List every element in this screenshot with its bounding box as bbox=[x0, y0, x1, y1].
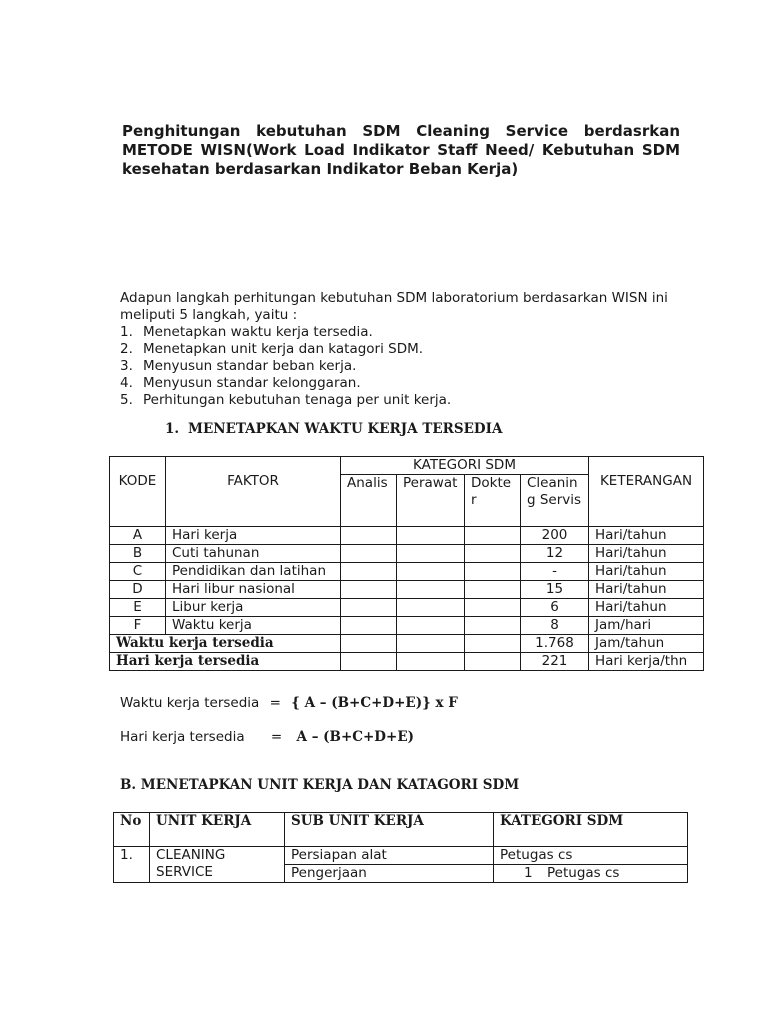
cell-empty bbox=[341, 527, 397, 545]
section-1-title: MENETAPKAN WAKTU KERJA TERSEDIA bbox=[188, 421, 503, 437]
header-keterangan: KETERANGAN bbox=[589, 457, 704, 527]
total-label: Waktu kerja tersedia bbox=[110, 635, 341, 653]
cell-empty bbox=[397, 581, 465, 599]
cell-empty bbox=[397, 653, 465, 671]
cell-sub-unit: Persiapan alat bbox=[285, 847, 494, 865]
header-sub-unit-kerja: SUB UNIT KERJA bbox=[285, 813, 494, 847]
page-title: Penghitungan kebutuhan SDM Cleaning Service berdasrkan METODE WISN(Work Load Indikator Staff Need/ Kebutuhan SDM kesehatan berdasarkan Indikator Beban Kerja) bbox=[122, 122, 680, 178]
cell-faktor: Libur kerja bbox=[166, 599, 341, 617]
formula-equals: = bbox=[270, 729, 283, 745]
cell-keterangan: Hari/tahun bbox=[589, 599, 704, 617]
list-item bbox=[120, 324, 700, 341]
cell-empty bbox=[465, 563, 521, 581]
cell-faktor: Cuti tahunan bbox=[166, 545, 341, 563]
cell-empty bbox=[341, 545, 397, 563]
formula-expression: { A – (B+C+D+E)} x F bbox=[291, 695, 458, 711]
list-item bbox=[120, 341, 700, 358]
header-kategori-sdm: KATEGORI SDM bbox=[494, 813, 688, 847]
cell-kode: B bbox=[110, 545, 166, 563]
cell-no: 1. bbox=[114, 847, 150, 883]
cell-empty bbox=[465, 617, 521, 635]
kategori-text: Petugas cs bbox=[547, 865, 620, 881]
cell-kode: A bbox=[110, 527, 166, 545]
section-b-heading: B. MENETAPKAN UNIT KERJA DAN KATAGORI SDM bbox=[120, 777, 520, 793]
step-text: Menyusun standar beban kerja. bbox=[143, 358, 357, 374]
header-faktor: FAKTOR bbox=[166, 457, 341, 527]
cell-empty bbox=[465, 527, 521, 545]
cell-empty bbox=[465, 581, 521, 599]
header-unit-kerja: UNIT KERJA bbox=[150, 813, 285, 847]
step-text: Menetapkan waktu kerja tersedia. bbox=[143, 324, 373, 340]
cell-kode: E bbox=[110, 599, 166, 617]
cell-kode: F bbox=[110, 617, 166, 635]
cell-keterangan: Hari/tahun bbox=[589, 581, 704, 599]
step-number: 4. bbox=[120, 375, 133, 391]
cell-faktor: Waktu kerja bbox=[166, 617, 341, 635]
cell-cleaning: 15 bbox=[521, 581, 589, 599]
cell-keterangan: Hari/tahun bbox=[589, 563, 704, 581]
header-kode: KODE bbox=[110, 457, 166, 527]
formula-waktu-kerja bbox=[120, 695, 458, 712]
total-row bbox=[110, 653, 704, 671]
cell-empty bbox=[341, 563, 397, 581]
cell-unit-kerja: CLEANING SERVICE bbox=[150, 847, 285, 883]
formula-equals: = bbox=[269, 695, 281, 711]
formula-label: Waktu kerja tersedia bbox=[120, 695, 260, 711]
kategori-number: 1 bbox=[524, 865, 533, 881]
formula-hari-kerja bbox=[120, 729, 414, 746]
cell-keterangan: Hari/tahun bbox=[589, 545, 704, 563]
section-1-number: 1. bbox=[165, 421, 180, 437]
cell-empty bbox=[397, 545, 465, 563]
cell-empty bbox=[397, 527, 465, 545]
cell-kode: D bbox=[110, 581, 166, 599]
cell-faktor: Hari libur nasional bbox=[166, 581, 341, 599]
cell-empty bbox=[341, 653, 397, 671]
cell-cleaning: 200 bbox=[521, 527, 589, 545]
header-no: No bbox=[114, 813, 150, 847]
cell-empty bbox=[465, 545, 521, 563]
list-item bbox=[120, 358, 700, 375]
table-row bbox=[110, 581, 704, 599]
total-label: Hari kerja tersedia bbox=[110, 653, 341, 671]
cell-empty bbox=[397, 635, 465, 653]
list-item bbox=[120, 375, 700, 392]
cell-kode: C bbox=[110, 563, 166, 581]
header-dokter: Dokter bbox=[465, 475, 521, 527]
total-row bbox=[110, 635, 704, 653]
step-text: Perhitungan kebutuhan tenaga per unit kerja. bbox=[143, 392, 452, 408]
step-text: Menetapkan unit kerja dan katagori SDM. bbox=[143, 341, 424, 357]
cell-cleaning: 6 bbox=[521, 599, 589, 617]
cell-empty bbox=[397, 617, 465, 635]
header-perawat: Perawat bbox=[397, 475, 465, 527]
table-row bbox=[110, 563, 704, 581]
list-item bbox=[120, 392, 700, 409]
cell-cleaning: 221 bbox=[521, 653, 589, 671]
cell-empty bbox=[341, 617, 397, 635]
waktu-kerja-table bbox=[109, 456, 704, 671]
header-analis: Analis bbox=[341, 475, 397, 527]
unit-kerja-table bbox=[113, 812, 688, 883]
cell-kategori: Petugas cs bbox=[494, 847, 688, 865]
cell-kategori bbox=[494, 865, 688, 883]
table-row bbox=[110, 527, 704, 545]
cell-cleaning: 8 bbox=[521, 617, 589, 635]
table-row bbox=[114, 847, 688, 865]
step-number: 2. bbox=[120, 341, 133, 357]
cell-empty bbox=[397, 563, 465, 581]
cell-faktor: Hari kerja bbox=[166, 527, 341, 545]
cell-keterangan: Hari kerja/thn bbox=[589, 653, 704, 671]
cell-empty bbox=[341, 599, 397, 617]
cell-cleaning: 1.768 bbox=[521, 635, 589, 653]
formula-expression: A – (B+C+D+E) bbox=[296, 729, 415, 745]
cell-empty bbox=[465, 599, 521, 617]
step-number: 3. bbox=[120, 358, 133, 374]
step-text: Menyusun standar kelonggaran. bbox=[143, 375, 361, 391]
cell-cleaning: - bbox=[521, 563, 589, 581]
cell-empty bbox=[465, 653, 521, 671]
cell-empty bbox=[341, 581, 397, 599]
steps-list bbox=[120, 324, 700, 409]
table-row bbox=[110, 545, 704, 563]
cell-keterangan: Jam/hari bbox=[589, 617, 704, 635]
step-number: 1. bbox=[120, 324, 133, 340]
cell-cleaning: 12 bbox=[521, 545, 589, 563]
cell-keterangan: Hari/tahun bbox=[589, 527, 704, 545]
table-row bbox=[110, 599, 704, 617]
cell-keterangan: Jam/tahun bbox=[589, 635, 704, 653]
cell-sub-unit: Pengerjaan bbox=[285, 865, 494, 883]
step-number: 5. bbox=[120, 392, 133, 408]
cell-empty bbox=[465, 635, 521, 653]
formula-label: Hari kerja tersedia bbox=[120, 729, 245, 745]
header-cleaning-servis: Cleaning Servis bbox=[521, 475, 589, 527]
section-1-heading bbox=[165, 421, 502, 437]
header-kategori-sdm: KATEGORI SDM bbox=[341, 457, 589, 475]
intro-paragraph: Adapun langkah perhitungan kebutuhan SDM laboratorium berdasarkan WISN ini meliputi 5 langkah, yaitu : bbox=[120, 290, 668, 323]
cell-empty bbox=[341, 635, 397, 653]
cell-faktor: Pendidikan dan latihan bbox=[166, 563, 341, 581]
intro bbox=[120, 290, 700, 409]
cell-empty bbox=[397, 599, 465, 617]
table-row bbox=[110, 617, 704, 635]
